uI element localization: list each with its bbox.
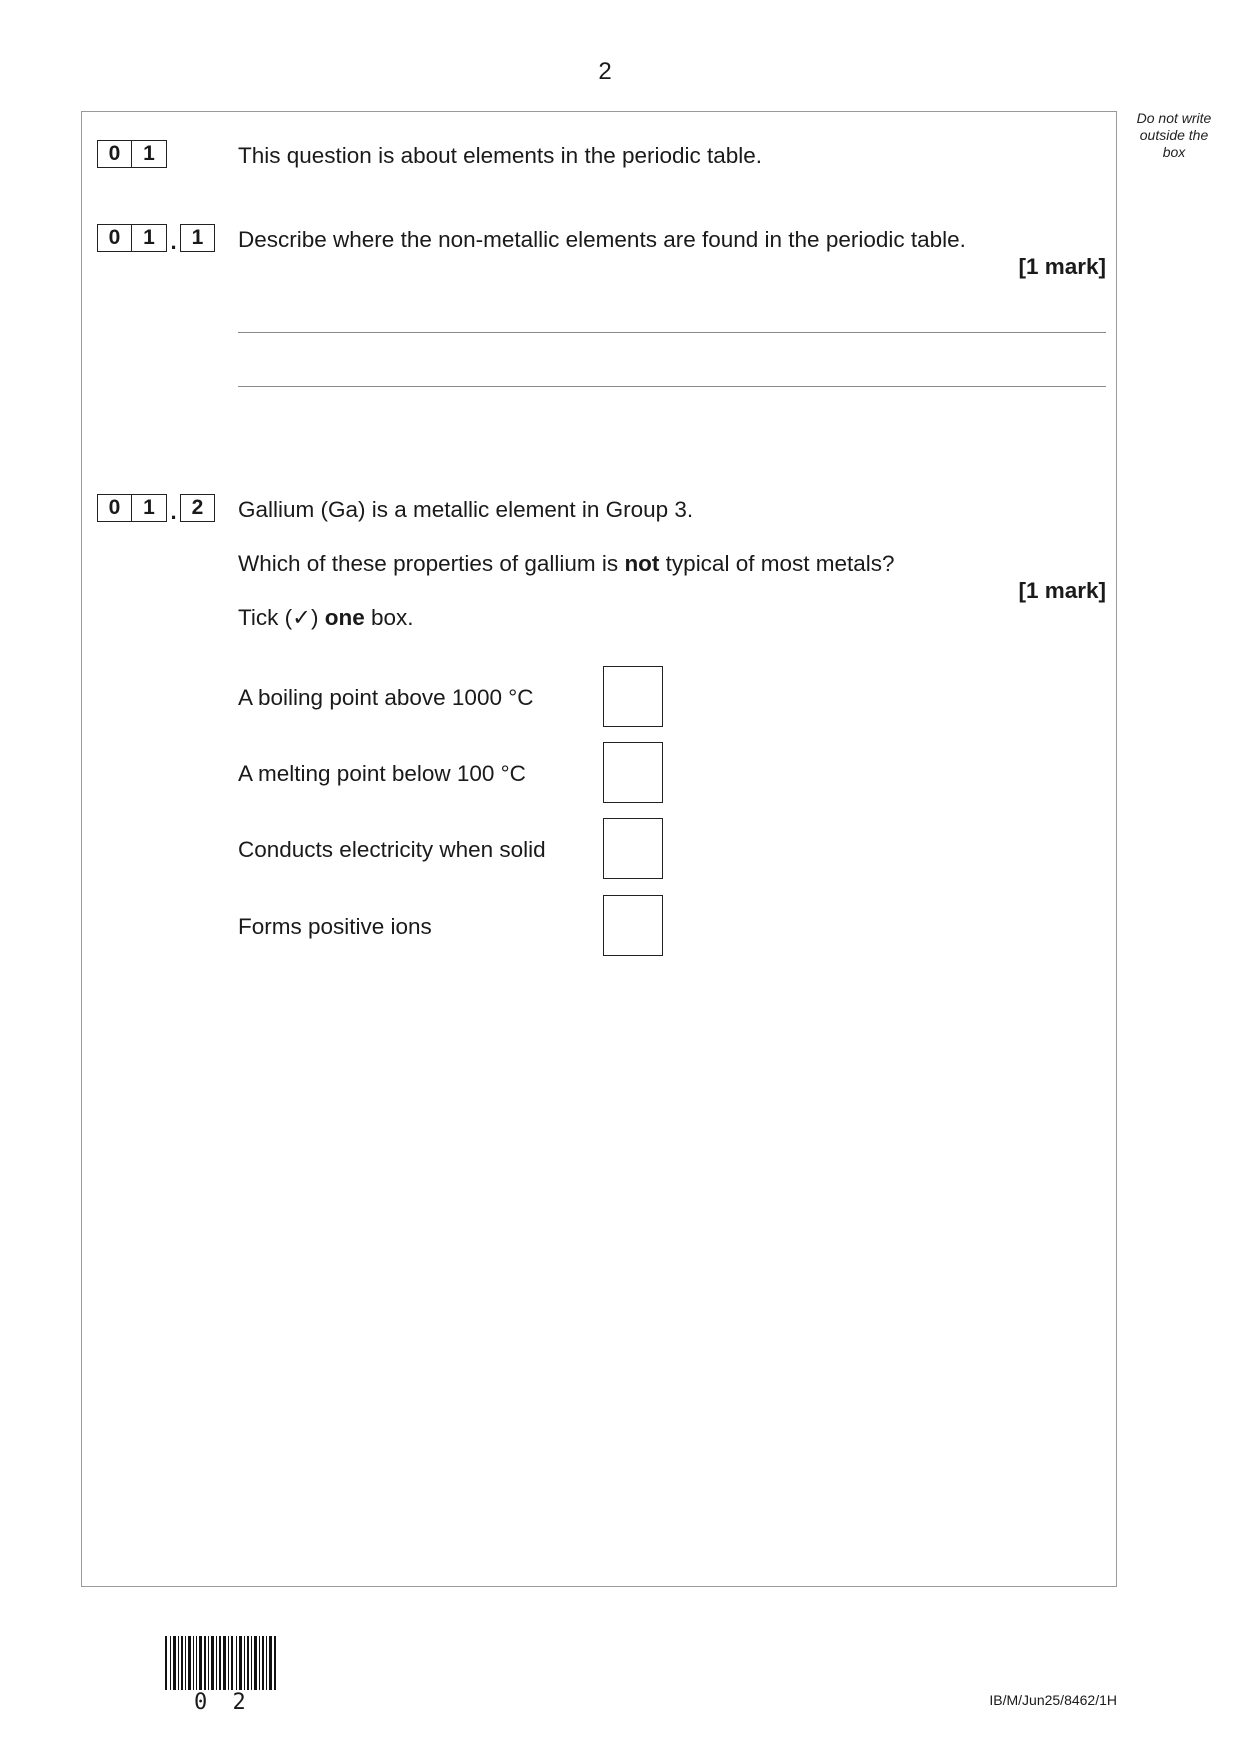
option-label: A boiling point above 1000 °C [238,685,534,710]
question-digit: 0 [97,494,132,522]
tick-box[interactable] [603,666,663,727]
question-digit: 0 [97,224,132,252]
barcode [165,1636,277,1690]
question-number-01 [97,140,167,168]
answer-line[interactable] [238,386,1106,387]
question-01-2-text: Gallium (Ga) is a metallic element in Group 3. [238,497,694,522]
question-01-1-text: Describe where the non-metallic elements are found in the periodic table. [238,227,966,252]
question-01-text: This question is about elements in the periodic table. [238,143,763,168]
option-label: A melting point below 100 °C [238,761,526,786]
page-number: 2 [598,58,612,85]
answer-line[interactable] [238,332,1106,333]
question-digit: 0 [97,140,132,168]
option-label: Conducts electricity when solid [238,837,546,862]
question-digit: 1 [132,140,167,168]
prompt-part: Which of these properties of gallium is [238,551,625,576]
tick-part: Tick (✓) [238,605,325,630]
barcode-digits: 0 2 [194,1690,252,1715]
tick-instruction [238,604,414,632]
tick-part: box. [364,605,414,630]
prompt-part: typical of most metals? [659,551,895,576]
question-sub-digit: 1 [180,224,215,252]
question-digit: 1 [132,224,167,252]
question-number-01-1 [97,224,215,252]
question-01-2-prompt [238,550,895,578]
prompt-emphasis: not [624,551,660,576]
footer-code: IB/M/Jun25/8462/1H [989,1692,1117,1708]
tick-box[interactable] [603,742,663,803]
tick-emphasis: one [324,605,365,630]
margin-note: Do not write outside the box [1136,110,1212,160]
tick-box[interactable] [603,818,663,879]
question-number-01-2 [97,494,215,522]
option-label: Forms positive ions [238,914,432,939]
question-01-2-mark: [1 mark] [1018,578,1106,603]
question-dot: . [170,499,177,524]
question-01-1-mark: [1 mark] [1018,254,1106,279]
question-dot: . [170,229,177,254]
tick-box[interactable] [603,895,663,956]
question-digit: 1 [132,494,167,522]
question-sub-digit: 2 [180,494,215,522]
